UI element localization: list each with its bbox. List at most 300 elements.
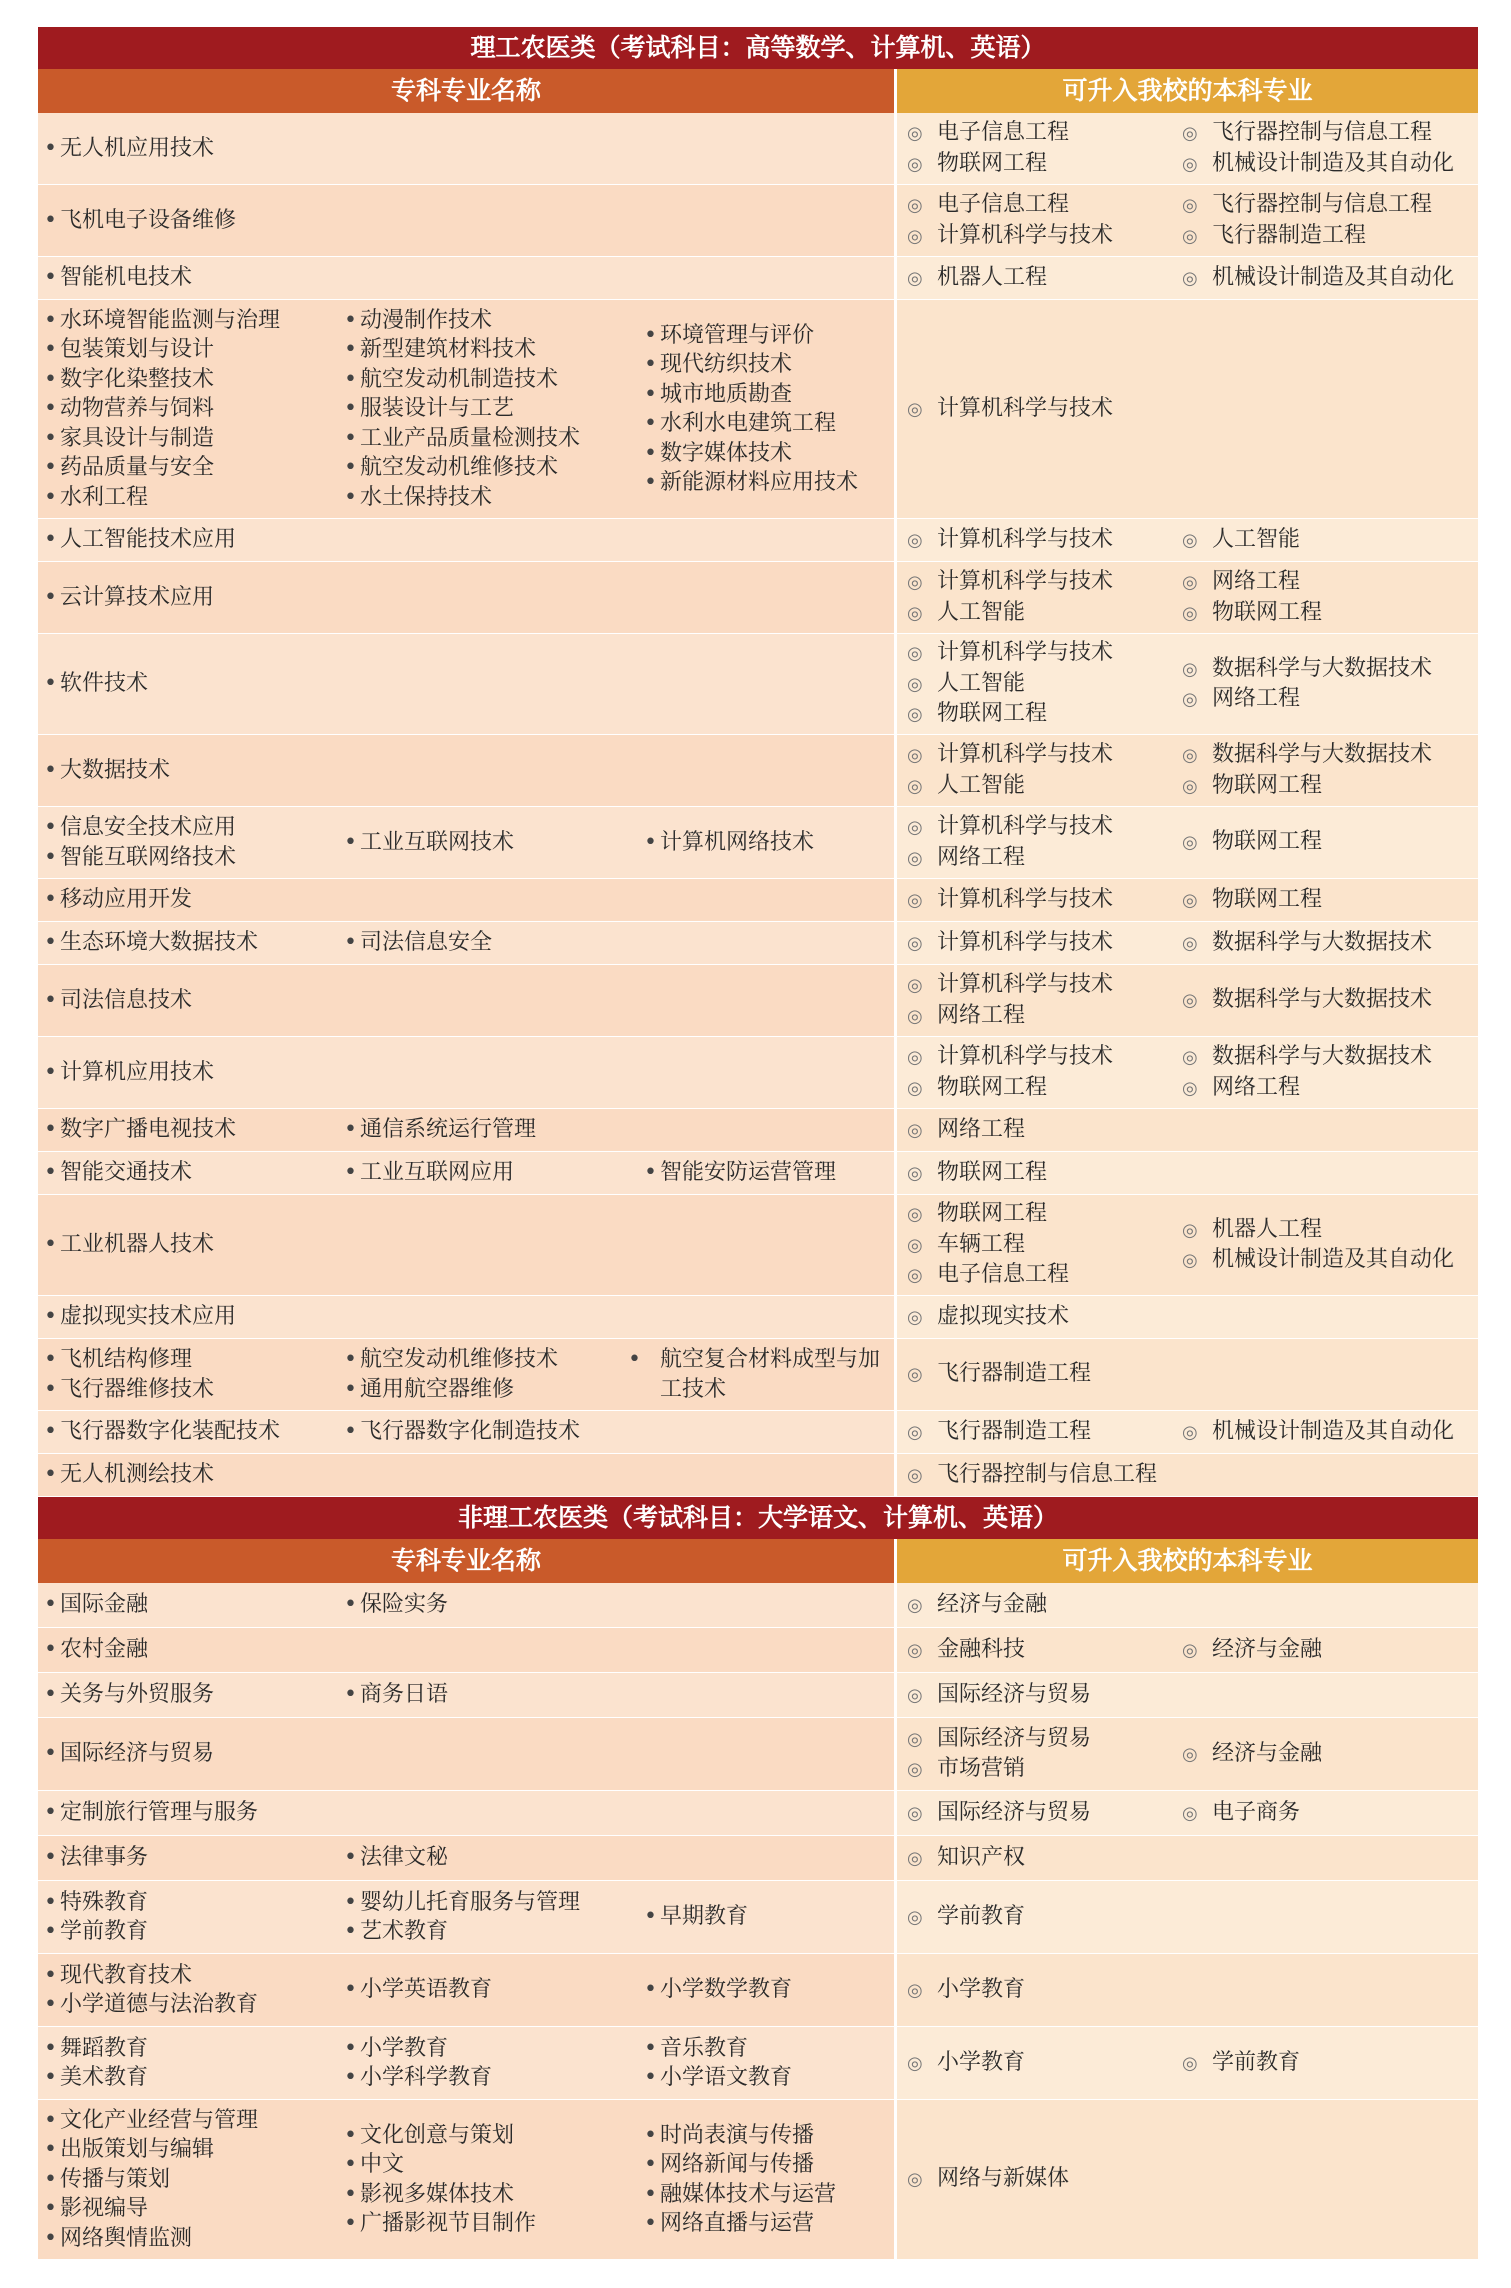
source-major-item: • 飞机电子设备维修 (44, 206, 340, 236)
source-major-column (44, 206, 344, 236)
target-major-item: ◎ 机器人工程 (1182, 1215, 1447, 1246)
source-major-column (344, 1590, 644, 1620)
source-major-item: • 通用航空器维修 (344, 1375, 640, 1405)
table-row (38, 1152, 1478, 1195)
source-major-item: • 人工智能技术应用 (44, 525, 340, 555)
target-major-item: ◎ 计算机科学与技术 (907, 1042, 1172, 1073)
target-major-item: ◎ 物联网工程 (1182, 771, 1447, 802)
source-major-column (44, 1739, 344, 1769)
section-title: 非理工农医类（考试科目：大学语文、计算机、英语） (38, 1497, 1478, 1539)
target-major-item: ◎ 金融科技 (907, 1635, 1172, 1666)
target-major-column (897, 1460, 1172, 1491)
target-major-item: ◎ 经济与金融 (1182, 1635, 1447, 1666)
source-major-item: • 法律事务 (44, 1843, 340, 1873)
source-major-item: • 无人机应用技术 (44, 134, 340, 164)
target-major-column (1172, 190, 1447, 251)
target-majors-cell (897, 1152, 1478, 1194)
source-major-column (44, 1635, 344, 1665)
source-major-item: • 数字化染整技术 (44, 365, 340, 395)
target-major-item: ◎ 计算机科学与技术 (907, 928, 1172, 959)
target-major-item: ◎ 数据科学与大数据技术 (1182, 928, 1447, 959)
target-major-item: ◎ 物联网工程 (907, 1199, 1172, 1230)
source-major-item: • 移动应用开发 (44, 885, 340, 915)
target-major-column (897, 1042, 1172, 1103)
source-majors-cell (38, 185, 894, 256)
target-major-column (897, 1417, 1172, 1448)
source-major-item: • 时尚表演与传播 (644, 2121, 890, 2151)
table-row (38, 634, 1478, 735)
target-majors-cell (897, 1296, 1478, 1338)
target-major-column (897, 1359, 1172, 1390)
source-majors-cell (38, 113, 894, 184)
source-majors-cell (38, 300, 894, 518)
target-major-item: ◎ 物联网工程 (907, 1073, 1172, 1104)
source-major-column (644, 321, 894, 498)
target-major-item: ◎ 人工智能 (907, 771, 1172, 802)
target-major-item: ◎ 计算机科学与技术 (907, 638, 1172, 669)
target-majors-cell (897, 807, 1478, 878)
source-major-item: • 服装设计与工艺 (344, 394, 640, 424)
source-major-item: • 现代教育技术 (44, 1961, 340, 1991)
target-majors-cell (897, 1628, 1478, 1672)
target-major-item: ◎ 机器人工程 (907, 263, 1172, 294)
source-major-item: • 智能安防运营管理 (644, 1158, 890, 1188)
target-major-item: ◎ 经济与金融 (907, 1590, 1172, 1621)
target-major-column (897, 812, 1172, 873)
source-major-item: • 计算机网络技术 (644, 828, 890, 858)
source-major-column (644, 1975, 894, 2005)
table-row (38, 1296, 1478, 1339)
target-major-column (897, 190, 1172, 251)
target-major-column (897, 1199, 1172, 1291)
target-major-item: ◎ 电子商务 (1182, 1798, 1447, 1829)
source-major-column (44, 1158, 344, 1188)
table-row (38, 2100, 1478, 2260)
target-major-item: ◎ 电子信息工程 (907, 118, 1172, 149)
target-major-column (897, 1798, 1172, 1829)
source-major-column (44, 1230, 344, 1260)
target-majors-cell (897, 922, 1478, 964)
source-major-column (344, 2034, 644, 2093)
target-major-item: ◎ 数据科学与大数据技术 (1182, 1042, 1447, 1073)
source-major-item: • 出版策划与编辑 (44, 2135, 340, 2165)
source-major-item: • 影视编导 (44, 2194, 340, 2224)
source-major-item: • 计算机应用技术 (44, 1058, 340, 1088)
target-majors-cell (897, 1881, 1478, 1953)
table-row (38, 1411, 1478, 1454)
source-majors-cell (38, 1791, 894, 1835)
source-major-column (44, 669, 344, 699)
source-major-item: • 城市地质勘查 (644, 380, 890, 410)
target-major-column (1172, 118, 1455, 179)
source-major-item: • 水利水电建筑工程 (644, 409, 890, 439)
column-header-row (38, 69, 1478, 113)
table-row (38, 519, 1478, 562)
source-major-item: • 传播与策划 (44, 2165, 340, 2195)
source-major-item: • 智能交通技术 (44, 1158, 340, 1188)
source-major-item: • 网络舆情监测 (44, 2224, 340, 2254)
source-major-item: • 虚拟现实技术应用 (44, 1302, 340, 1332)
source-major-item: • 大数据技术 (44, 756, 340, 786)
target-major-column (897, 1590, 1172, 1621)
target-major-column (1172, 525, 1447, 556)
target-major-column (897, 118, 1172, 179)
target-majors-cell (897, 519, 1478, 561)
source-major-item: • 网络新闻与传播 (644, 2150, 890, 2180)
target-major-item: ◎ 网络工程 (907, 843, 1172, 874)
source-majors-cell (38, 519, 894, 561)
target-major-item: ◎ 物联网工程 (907, 149, 1172, 180)
table-row (38, 1954, 1478, 2027)
source-major-column (44, 134, 344, 164)
source-major-item: • 药品质量与安全 (44, 453, 340, 483)
source-major-column (644, 1345, 894, 1404)
source-major-item: • 小学教育 (344, 2034, 640, 2064)
source-major-item: • 飞机结构修理 (44, 1345, 340, 1375)
major-table (38, 27, 1478, 2260)
source-major-column (44, 2034, 344, 2093)
source-majors-cell (38, 1411, 894, 1453)
table-row (38, 965, 1478, 1037)
source-major-column (44, 1798, 344, 1828)
target-major-item: ◎ 人工智能 (907, 669, 1172, 700)
target-major-column (897, 567, 1172, 628)
target-majors-cell (897, 1583, 1478, 1627)
source-majors-cell (38, 807, 894, 878)
source-major-column (644, 2034, 894, 2093)
source-major-item: • 小学科学教育 (344, 2063, 640, 2093)
target-majors-cell (897, 257, 1478, 299)
target-major-column (1172, 885, 1447, 916)
source-major-column (44, 928, 344, 958)
target-major-item: ◎ 物联网工程 (1182, 885, 1447, 916)
target-major-column (897, 885, 1172, 916)
target-majors-cell (897, 1673, 1478, 1717)
target-major-item: ◎ 市场营销 (907, 1754, 1172, 1785)
table-row (38, 1195, 1478, 1296)
source-major-column (44, 2106, 344, 2254)
source-major-item: • 工业产品质量检测技术 (344, 424, 640, 454)
source-major-item: • 智能机电技术 (44, 263, 340, 293)
target-major-column (897, 928, 1172, 959)
source-major-item: • 水利工程 (44, 483, 340, 513)
source-major-column (44, 885, 344, 915)
target-major-item: ◎ 小学教育 (907, 1975, 1172, 2006)
target-major-header: 可升入我校的本科专业 (897, 69, 1478, 113)
target-major-item: ◎ 网络工程 (1182, 684, 1447, 715)
target-major-item: ◎ 国际经济与贸易 (907, 1680, 1172, 1711)
source-major-item: • 早期教育 (644, 1902, 890, 1932)
target-major-item: ◎ 人工智能 (1182, 525, 1447, 556)
target-major-column (897, 1843, 1172, 1874)
source-majors-cell (38, 1583, 894, 1627)
source-major-item: • 保险实务 (344, 1590, 640, 1620)
table-row (38, 185, 1478, 257)
target-major-item: ◎ 知识产权 (907, 1843, 1172, 1874)
target-majors-cell (897, 113, 1478, 184)
target-major-item: ◎ 小学教育 (907, 2048, 1172, 2079)
target-major-item: ◎ 机械设计制造及其自动化 (1182, 1417, 1447, 1448)
source-major-item: • 水环境智能监测与治理 (44, 306, 340, 336)
target-major-column (1172, 1215, 1455, 1276)
source-major-item: • 航空发动机制造技术 (344, 365, 640, 395)
target-major-item: ◎ 物联网工程 (1182, 827, 1447, 858)
source-majors-cell (38, 1718, 894, 1790)
source-major-item: • 学前教育 (44, 1917, 340, 1947)
table-row (38, 562, 1478, 634)
source-major-column (44, 1961, 344, 2020)
target-major-item: ◎ 计算机科学与技术 (907, 525, 1172, 556)
source-major-item: • 航空复合材料成型与加工技术 (644, 1345, 890, 1404)
source-major-item: • 艺术教育 (344, 1917, 640, 1947)
target-major-item: ◎ 物联网工程 (907, 1158, 1172, 1189)
source-majors-cell (38, 922, 894, 964)
source-major-item: • 商务日语 (344, 1680, 640, 1710)
source-major-column (44, 306, 344, 513)
source-major-item: • 婴幼儿托育服务与管理 (344, 1888, 640, 1918)
source-major-column (644, 828, 894, 858)
table-row (38, 1718, 1478, 1791)
source-majors-cell (38, 1195, 894, 1295)
target-major-item: ◎ 经济与金融 (1182, 1739, 1447, 1770)
target-major-item: ◎ 计算机科学与技术 (907, 970, 1172, 1001)
target-majors-cell (897, 1954, 1478, 2026)
target-major-column (1172, 827, 1447, 858)
table-rows (38, 113, 1478, 1497)
table-row (38, 1673, 1478, 1718)
source-majors-cell (38, 1454, 894, 1496)
table-row (38, 922, 1478, 965)
source-major-item: • 新型建筑材料技术 (344, 335, 640, 365)
target-major-item: ◎ 物联网工程 (907, 699, 1172, 730)
target-majors-cell (897, 634, 1478, 734)
source-major-column (344, 2121, 644, 2239)
target-major-header: 可升入我校的本科专业 (897, 1539, 1478, 1583)
target-major-column (897, 1302, 1172, 1333)
target-major-item: ◎ 网络工程 (1182, 567, 1447, 598)
target-major-item: ◎ 数据科学与大数据技术 (1182, 654, 1447, 685)
section-title: 理工农医类（考试科目：高等数学、计算机、英语） (38, 27, 1478, 69)
source-majors-cell (38, 1836, 894, 1880)
source-majors-cell (38, 1881, 894, 1953)
source-major-column (44, 986, 344, 1016)
source-major-column (44, 813, 344, 872)
source-major-header: 专科专业名称 (38, 69, 894, 113)
target-majors-cell (897, 1718, 1478, 1790)
source-major-item: • 软件技术 (44, 669, 340, 699)
target-major-column (1172, 1042, 1447, 1103)
source-major-item: • 美术教育 (44, 2063, 340, 2093)
table-row (38, 2027, 1478, 2100)
source-major-item: • 国际经济与贸易 (44, 1739, 340, 1769)
source-major-item: • 农村金融 (44, 1635, 340, 1665)
target-major-item: ◎ 电子信息工程 (907, 1260, 1172, 1291)
target-major-item: ◎ 计算机科学与技术 (907, 221, 1172, 252)
source-major-column (644, 1158, 894, 1188)
target-major-item: ◎ 数据科学与大数据技术 (1182, 740, 1447, 771)
source-major-item: • 航空发动机维修技术 (344, 1345, 640, 1375)
source-major-item: • 工业互联网技术 (344, 828, 640, 858)
source-major-item: • 现代纺织技术 (644, 350, 890, 380)
table-rows (38, 1583, 1478, 2260)
target-major-item: ◎ 飞行器控制与信息工程 (1182, 190, 1447, 221)
target-major-item: ◎ 网络与新媒体 (907, 2164, 1172, 2195)
target-major-item: ◎ 飞行器制造工程 (1182, 221, 1447, 252)
target-major-item: ◎ 网络工程 (907, 1001, 1172, 1032)
source-majors-cell (38, 1954, 894, 2026)
source-major-item: • 中文 (344, 2150, 640, 2180)
target-major-item: ◎ 计算机科学与技术 (907, 567, 1172, 598)
target-major-column (1172, 985, 1447, 1016)
source-major-column (344, 1158, 644, 1188)
target-major-item: ◎ 虚拟现实技术 (907, 1302, 1172, 1333)
source-majors-cell (38, 879, 894, 921)
target-major-item: ◎ 计算机科学与技术 (907, 885, 1172, 916)
target-major-item: ◎ 网络工程 (907, 1115, 1172, 1146)
target-majors-cell (897, 300, 1478, 518)
source-majors-cell (38, 1109, 894, 1151)
table-row (38, 113, 1478, 185)
source-major-column (344, 306, 644, 513)
source-majors-cell (38, 634, 894, 734)
source-major-header: 专科专业名称 (38, 1539, 894, 1583)
source-majors-cell (38, 1152, 894, 1194)
table-row (38, 300, 1478, 519)
source-major-item: • 文化产业经营与管理 (44, 2106, 340, 2136)
table-row (38, 735, 1478, 807)
target-major-item: ◎ 国际经济与贸易 (907, 1724, 1172, 1755)
source-major-item: • 司法信息技术 (44, 986, 340, 1016)
target-major-column (897, 394, 1172, 425)
target-major-item: ◎ 电子信息工程 (907, 190, 1172, 221)
source-majors-cell (38, 2027, 894, 2099)
table-row (38, 1037, 1478, 1109)
source-major-item: • 生态环境大数据技术 (44, 928, 340, 958)
source-major-item: • 小学英语教育 (344, 1975, 640, 2005)
source-major-item: • 广播影视节目制作 (344, 2209, 640, 2239)
target-major-item: ◎ 机械设计制造及其自动化 (1182, 263, 1447, 294)
source-majors-cell (38, 1296, 894, 1338)
target-major-item: ◎ 车辆工程 (907, 1230, 1172, 1261)
source-major-item: • 小学数学教育 (644, 1975, 890, 2005)
target-major-item: ◎ 飞行器制造工程 (907, 1417, 1172, 1448)
target-major-item: ◎ 网络工程 (1182, 1073, 1447, 1104)
target-major-column (897, 263, 1172, 294)
source-major-item: • 飞行器数字化制造技术 (344, 1417, 640, 1447)
source-major-column (44, 1058, 344, 1088)
target-major-item: ◎ 人工智能 (907, 598, 1172, 629)
target-major-column (1172, 567, 1447, 628)
source-major-item: • 动物营养与饲料 (44, 394, 340, 424)
source-major-item: • 包装策划与设计 (44, 335, 340, 365)
table-row (38, 1339, 1478, 1411)
source-major-item: • 网络直播与运营 (644, 2209, 890, 2239)
target-major-item: ◎ 计算机科学与技术 (907, 812, 1172, 843)
column-header-row (38, 1539, 1478, 1583)
target-major-item: ◎ 国际经济与贸易 (907, 1798, 1172, 1829)
source-major-column (344, 1345, 644, 1404)
target-major-item: ◎ 物联网工程 (1182, 598, 1447, 629)
source-major-item: • 数字广播电视技术 (44, 1115, 340, 1145)
target-major-item: ◎ 飞行器控制与信息工程 (907, 1460, 1172, 1491)
table-row (38, 807, 1478, 879)
target-major-column (897, 1115, 1172, 1146)
target-majors-cell (897, 1109, 1478, 1151)
source-major-item: • 动漫制作技术 (344, 306, 640, 336)
source-major-item: • 工业机器人技术 (44, 1230, 340, 1260)
target-major-item: ◎ 飞行器控制与信息工程 (1182, 118, 1447, 149)
source-major-column (44, 1888, 344, 1947)
source-majors-cell (38, 965, 894, 1036)
source-major-column (344, 1680, 644, 1710)
table-row (38, 1109, 1478, 1152)
target-major-item: ◎ 计算机科学与技术 (907, 740, 1172, 771)
target-major-column (897, 1902, 1172, 1933)
source-major-item: • 数字媒体技术 (644, 439, 890, 469)
target-majors-cell (897, 879, 1478, 921)
table-row (38, 1628, 1478, 1673)
table-row (38, 1583, 1478, 1628)
target-majors-cell (897, 2100, 1478, 2259)
source-major-item: • 水土保持技术 (344, 483, 640, 513)
source-major-column (44, 1115, 344, 1145)
source-major-column (344, 1115, 644, 1145)
source-major-item: • 环境管理与评价 (644, 321, 890, 351)
source-major-column (644, 2121, 894, 2239)
source-major-column (44, 1302, 344, 1332)
target-majors-cell (897, 1454, 1478, 1496)
target-major-column (897, 638, 1172, 730)
source-major-column (644, 1902, 894, 1932)
target-majors-cell (897, 1339, 1478, 1410)
source-major-column (344, 1888, 644, 1947)
source-major-item: • 法律文秘 (344, 1843, 640, 1873)
target-major-column (897, 1635, 1172, 1666)
target-major-column (1172, 654, 1447, 715)
target-majors-cell (897, 965, 1478, 1036)
source-majors-cell (38, 2100, 894, 2259)
source-major-column (44, 1680, 344, 1710)
target-major-column (897, 1975, 1172, 2006)
source-major-item: • 飞行器维修技术 (44, 1375, 340, 1405)
target-major-column (1172, 1417, 1455, 1448)
source-major-column (44, 263, 344, 293)
source-major-item: • 无人机测绘技术 (44, 1460, 340, 1490)
target-major-column (1172, 2048, 1447, 2079)
source-major-item: • 通信系统运行管理 (344, 1115, 640, 1145)
source-major-item: • 家具设计与制造 (44, 424, 340, 454)
table-row (38, 1836, 1478, 1881)
source-major-item: • 舞蹈教育 (44, 2034, 340, 2064)
target-major-column (1172, 1739, 1447, 1770)
target-major-item: ◎ 数据科学与大数据技术 (1182, 985, 1447, 1016)
target-major-column (897, 2164, 1172, 2195)
source-major-item: • 新能源材料应用技术 (644, 468, 890, 498)
source-major-column (44, 1417, 344, 1447)
target-major-column (897, 2048, 1172, 2079)
table-row (38, 1881, 1478, 1954)
target-majors-cell (897, 1411, 1478, 1453)
source-major-column (44, 1345, 344, 1404)
source-major-item: • 小学语文教育 (644, 2063, 890, 2093)
target-major-item: ◎ 学前教育 (907, 1902, 1172, 1933)
source-major-column (344, 928, 644, 958)
source-major-item: • 小学道德与法治教育 (44, 1990, 340, 2020)
target-major-column (1172, 263, 1455, 294)
table-row (38, 257, 1478, 300)
source-major-column (344, 1417, 644, 1447)
table-row (38, 1791, 1478, 1836)
